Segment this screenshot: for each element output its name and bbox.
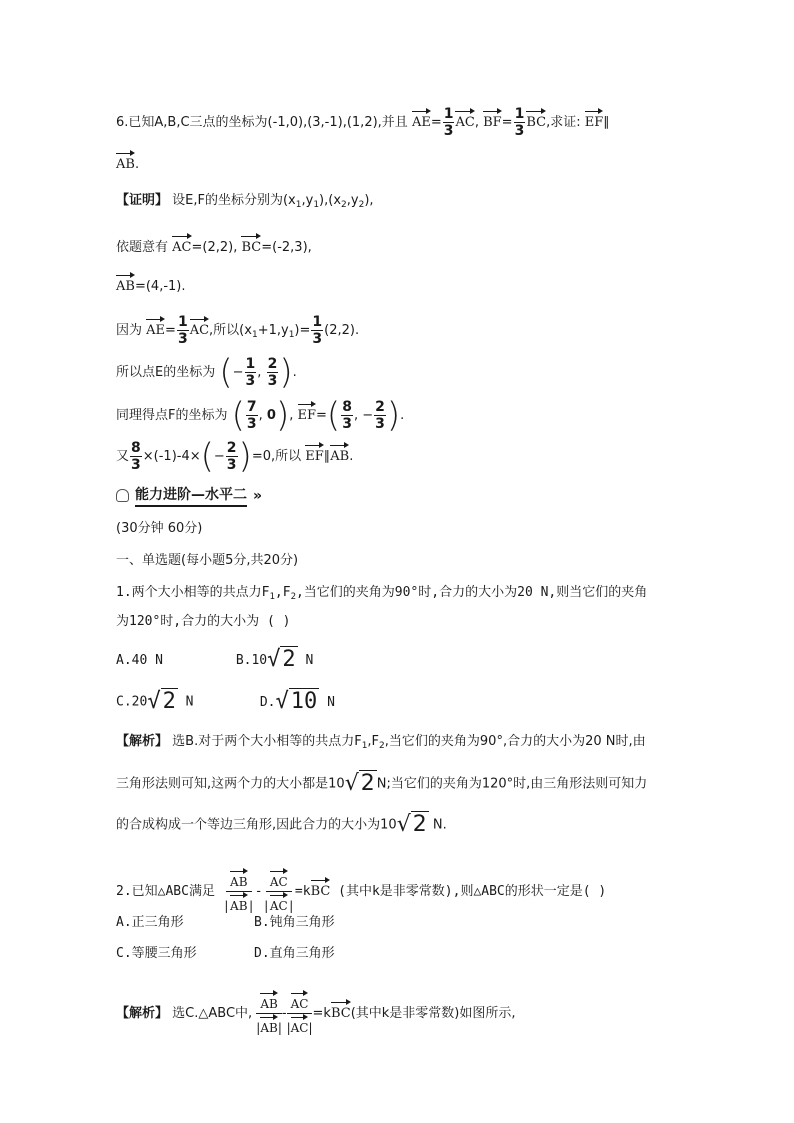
option-d: D.直角三角形 [254,946,335,961]
option-d [259,689,335,714]
proof-tag: 【证明】 [116,193,169,208]
proof-line2 [116,233,312,258]
zero: 0 [266,408,276,423]
left-paren: ( [200,436,214,477]
radicand: 2 [282,647,296,672]
fraction [267,356,279,389]
eq-sign: = [316,408,327,423]
frac-den: 3 [375,416,385,432]
minus-sign: - [254,884,263,899]
left-paren: ( [231,395,245,436]
option-b: B.钝角三角形 [254,915,335,930]
subscript: 2 [379,741,385,751]
solution-tag: 【解析】 [116,734,169,749]
frac-den: 3 [514,123,525,139]
frac-num: 1 [177,314,188,330]
proof-text: 同理得点F的坐标为 [116,408,228,423]
unit: N [185,694,194,710]
eq-sign: = [165,323,176,338]
period: . [400,408,405,423]
proof-text: =(-2,3), [261,240,312,255]
proof-line5 [116,352,297,393]
fraction-ab-over-abs: $\frac{AB}{|AB|}$ [223,868,255,915]
frac-num: 2 [375,399,385,415]
unit: N [327,694,335,710]
subscript: 2 [290,592,296,602]
sol1-line1 [116,732,646,756]
option-c: C.等腰三角形 [116,946,197,961]
sol1-text: ,F [367,734,380,749]
frac-num: 8 [131,440,141,456]
sol1-line3 [116,812,447,837]
minus-sign: - [281,1006,287,1021]
fraction-one-third [311,314,323,347]
frac-num: 7 [246,399,257,415]
frac-num: 1 [443,106,454,122]
option-b-prefix: B.10 [235,652,268,668]
comma: , [257,365,262,380]
proof-line4 [116,314,359,347]
option-c [116,689,252,714]
q1-options-row1 [116,647,314,672]
fraction [130,440,142,473]
left-paren: ( [219,352,233,393]
vector-ef: EF [585,108,604,133]
period: . [292,365,297,380]
proof-text: ×(-1)-4× [142,449,201,464]
frac-den: 3 [246,416,257,432]
frac-num: 1 [245,356,256,372]
fraction-ab-over-abs: $\frac{AB}{|AB|}$ [256,990,282,1037]
proof-text: 因为 [116,323,143,338]
vector-ab: AB [330,442,349,467]
sqrt-symbol: √2 [344,771,375,796]
right-paren: ) [386,395,401,436]
vector-bc: BC [526,108,546,133]
frac-den: 3 [267,373,278,389]
subscript: 1 [295,200,302,210]
vector-bc: BC [311,877,331,902]
fraction [374,399,386,432]
radicand: 2 [162,689,176,714]
proof-text: ),(x [319,193,342,208]
proof-text: ,所以(x [209,323,252,338]
option-c-prefix: C.20 [116,694,148,710]
frac-den: 3 [443,123,454,139]
subscript: 2 [358,200,365,210]
minus-sign: − [213,449,225,464]
right-paren: ) [279,352,293,393]
proof-text: ), [364,193,374,208]
subscript: 1 [361,741,368,751]
sqrt-symbol: √10 [275,689,318,714]
proof-text: )= [294,323,311,338]
vector-ae: AE [412,108,431,133]
fraction [246,399,258,432]
period: . [134,157,140,172]
parallel-symbol: ∥ [323,449,331,464]
option-a: A.正三角形 [116,915,184,930]
eq-sign: = [501,115,513,130]
sqrt-symbol: √2 [396,812,427,837]
proof-text: (2,2). [324,323,360,338]
vector-ef: EF [305,442,324,467]
vector-ab: AB [260,1014,277,1037]
frac-den: 3 [342,416,352,432]
sol1-text: ,当它们的夹角为90°,合力的大小为20 N时,由 [384,734,646,749]
sol1-text: N. [432,817,447,833]
fraction-ac-over-abs: $\frac{AC}{|AC|}$ [263,868,295,915]
proof-text: 设E,F的坐标分别为(x [172,193,296,208]
q6-intro: 6.已知A,B,C三点的坐标为(-1,0),(3,-1),(1,2),并且 [116,115,408,130]
fraction-one-third [514,106,526,139]
solution-tag: 【解析】 [116,1006,169,1021]
frac-den: 3 [177,331,188,347]
sol1-text: 三角形法则可知,这两个力的大小都是10 [116,776,345,792]
proof-text: =(4,-1). [134,279,186,294]
unit: N [305,652,314,668]
eq-k: =k [294,884,311,899]
period: . [349,449,354,464]
subscript: 1 [288,330,295,340]
q1-text: ,当它们的夹角为90°时,合力的大小为20 N,则当它们的夹角 [295,585,648,600]
proof-text: 又 [116,449,130,464]
vector-ac: AC [270,868,288,891]
eq-sign: = [430,115,442,130]
vector-ef: EF [298,401,317,426]
comma: , [353,408,359,423]
q6-line1: 6.已知A,B,C三点的坐标为(-1,0),(3,-1),(1,2),并且 AE= $\frac{1}{3}$ AC, BF= $\frac{1}{3}$ BC,求证: EF∥ [116,106,610,139]
q2-options-row2 [116,944,335,964]
right-paren: ) [275,395,290,436]
right-paren: ) [238,436,252,477]
option-a: A.40 N [116,652,163,668]
frac-den: 3 [226,457,237,473]
q2-options-row1 [116,913,335,933]
prove-text: ,求证: [546,115,581,130]
vector-bc: BC [331,999,351,1024]
proof-text: =0,所以 [251,449,302,464]
q1-line2: 为120°时,合力的大小为 ( ) [116,614,291,629]
frac-den: 3 [131,457,141,473]
radicand: 10 [290,689,318,714]
frac-num: 1 [514,106,525,122]
vector-ac: AC [172,233,191,258]
vector-ab: AB [230,868,247,891]
frac-num: 2 [267,356,278,372]
frac-num: 2 [226,440,237,456]
proof-text: ,y [301,193,314,208]
proof-line1 [116,191,374,215]
sol2-text: 选C.△ABC中, [172,1006,253,1021]
proof-line7 [116,436,354,477]
sol1-text: N;当它们的夹角为120°时,由三角形法则可知力 [376,776,648,792]
lightbulb-icon [116,489,129,502]
q1-options-row2 [116,689,335,714]
time-meta: (30分钟 60分) [116,521,203,536]
vector-ae: AE [146,316,165,341]
frac-den: 3 [245,373,256,389]
proof-text: ,y [346,193,359,208]
vector-ab: AB [116,272,135,297]
vector-bf: BF [483,108,502,133]
sol2-line1 [116,990,516,1037]
subscript: 1 [269,592,275,602]
subscript: 1 [313,200,320,210]
proof-text: 依题意有 [116,240,169,255]
eq-k: =k [312,1006,331,1021]
fraction [245,356,257,389]
fraction [226,440,238,473]
q2-text: (其中k是非零常数),则△ABC的形状一定是( ) [338,884,607,899]
fraction-one-third [177,314,189,347]
q1-line1 [116,583,647,607]
fraction-one-third [443,106,455,139]
sol1-text: 的合成构成一个等边三角形,因此合力的大小为10 [116,817,397,833]
part-heading: 一、单选题(每小题5分,共20分) [116,553,299,568]
option-d-prefix: D. [259,694,276,710]
sol2-text: (其中k是非零常数)如图所示, [350,1006,516,1021]
radicand: 2 [412,812,427,837]
vector-ac: AC [270,892,288,915]
vector-ab: AB [230,892,247,915]
proof-text: +1,y [257,323,289,338]
section-header [116,484,262,507]
proof-text: 所以点E的坐标为 [116,365,216,380]
subscript: 1 [251,330,258,340]
fraction [341,399,353,432]
proof-line6: 同理得点F的坐标为 ( $\frac{7}{3}$ , 0), EF=( $\frac{8}{3}$ , − $\frac{2}{3}$ ). [116,395,405,436]
double-arrow-icon: » [253,487,263,504]
frac-num: 1 [312,314,323,330]
frac-num: 8 [342,399,352,415]
vector-bc: BC [241,233,261,258]
vector-ab: AB [116,150,135,175]
sqrt-symbol: √2 [147,689,176,714]
vector-ac: AC [455,108,474,133]
q2-stem [116,868,606,915]
left-paren: ( [326,395,341,436]
parallel-symbol: ∥ [603,115,610,130]
minus-sign: − [232,365,244,380]
proof-line3 [116,272,186,297]
radicand: 2 [360,771,375,796]
vector-ac: AC [291,1014,309,1037]
subscript: 2 [341,200,347,210]
vector-ac: AC [291,990,309,1013]
q2-text: 2.已知△ABC满足 [116,884,215,899]
fraction-ac-over-abs: $\frac{AC}{|AC|}$ [287,990,313,1037]
sol1-line2 [116,771,648,796]
vector-ac: AC [190,316,209,341]
option-b [235,647,314,672]
section-title: 能力进阶—水平二 [135,484,247,507]
sol1-text: 选B.对于两个大小相等的共点力F [172,734,362,749]
minus-sign: − [362,408,374,423]
comma: , [258,408,263,423]
frac-den: 3 [312,331,323,347]
q1-text: 1.两个大小相等的共点力F [116,585,270,600]
sqrt-symbol: √2 [267,647,296,672]
q6-line2 [116,150,139,175]
vector-ab: AB [260,990,277,1013]
q1-text: ,F [274,585,291,600]
proof-text: =(2,2), [191,240,238,255]
